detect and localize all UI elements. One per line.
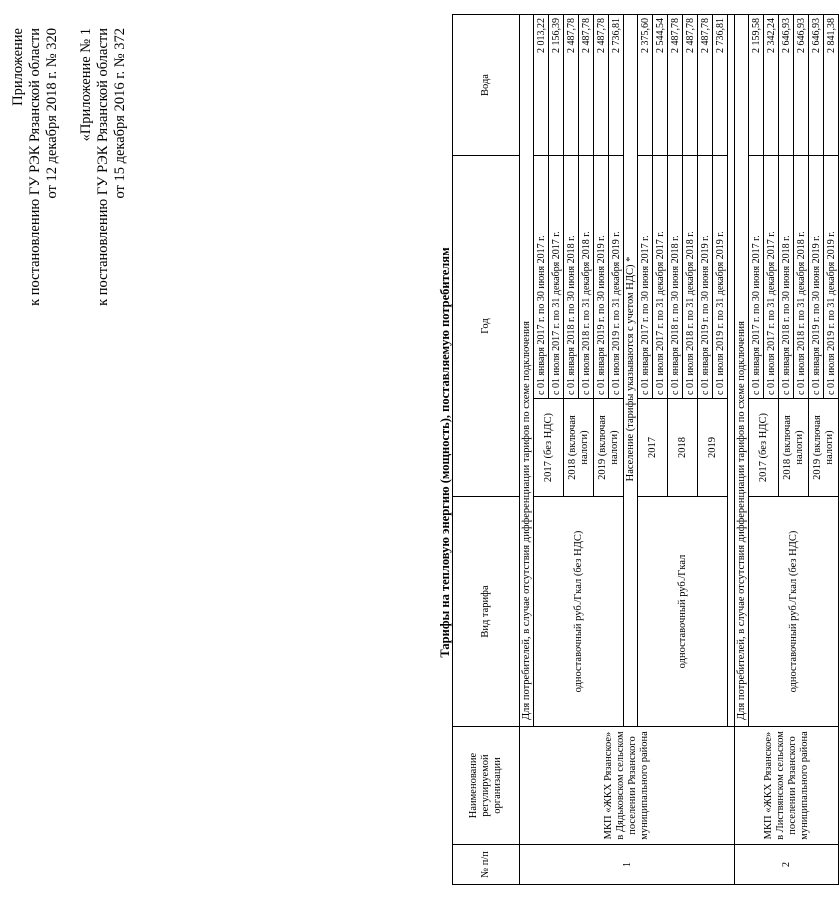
col-header-org: Наименование регулируемой организации [453, 727, 520, 845]
year-cell: 2018 (включая налоги) [779, 399, 809, 497]
period-cell: с 01 июля 2017 г. по 31 декабря 2017 г. [653, 156, 668, 399]
tariff-kind: одноставочный руб./Гкал [638, 497, 728, 727]
year-cell: 2017 [638, 399, 668, 497]
water-value: 2 487,78 [564, 15, 579, 156]
year-cell: 2019 (включая налоги) [594, 399, 624, 497]
period-cell: с 01 июля 2017 г. по 31 декабря 2017 г. [549, 156, 564, 399]
year-cell: 2019 (включая налоги) [809, 399, 839, 497]
period-cell: с 01 января 2019 г. по 30 июня 2019 г. [698, 156, 713, 399]
water-value: 2 487,78 [698, 15, 713, 156]
water-value: 2 487,78 [579, 15, 594, 156]
water-value: 2 342,24 [764, 15, 779, 156]
tariff-table [452, 14, 839, 885]
reference-line: к постановлению ГУ РЭК Рязанской области [95, 28, 111, 306]
water-value: 2 841,38 [824, 15, 839, 156]
col-header-year: Год [453, 156, 520, 497]
water-value: 2 646,93 [779, 15, 794, 156]
year-cell: 2018 (включая налоги) [564, 399, 594, 497]
water-value: 2 646,93 [809, 15, 824, 156]
period-cell: с 01 января 2018 г. по 30 июня 2018 г. [668, 156, 683, 399]
appendix-line: от 12 декабря 2018 г. № 320 [44, 28, 60, 199]
col-header-num: № п/п [453, 845, 520, 885]
period-cell: с 01 июля 2019 г. по 31 декабря 2019 г. [824, 156, 839, 399]
year-cell: 2017 (без НДС) [534, 399, 564, 497]
period-cell: с 01 июля 2018 г. по 31 декабря 2018 г. [794, 156, 809, 399]
water-value: 2 544,54 [653, 15, 668, 156]
water-value: 2 736,81 [713, 15, 728, 156]
organization-name: МКП «ЖКХ Рязанское» в Дядьковском сельском поселении Рязанского муниципального района [520, 727, 735, 845]
reference-line: от 15 декабря 2016 г. № 372 [112, 28, 128, 199]
section-row [520, 15, 534, 885]
document-title: Тарифы на тепловую энергию (мощность), поставляемую потребителям [438, 247, 452, 658]
period-cell: с 01 июля 2017 г. по 31 декабря 2017 г. [764, 156, 779, 399]
section-label: Для потребителей, в случае отсутствия дифференциации тарифов по схеме подключения [520, 15, 534, 727]
period-cell: с 01 января 2017 г. по 30 июня 2017 г. [749, 156, 764, 399]
table-header-row [453, 15, 520, 885]
period-cell: с 01 июля 2018 г. по 31 декабря 2018 г. [683, 156, 698, 399]
year-cell: 2019 [698, 399, 728, 497]
water-value: 2 736,81 [609, 15, 624, 156]
col-header-kind: Вид тарифа [453, 497, 520, 727]
water-value: 2 156,39 [549, 15, 564, 156]
period-cell: с 01 января 2018 г. по 30 июня 2018 г. [564, 156, 579, 399]
period-cell: с 01 июля 2018 г. по 31 декабря 2018 г. [579, 156, 594, 399]
year-cell: 2017 (без НДС) [749, 399, 779, 497]
period-cell: с 01 января 2019 г. по 30 июня 2019 г. [594, 156, 609, 399]
period-cell: с 01 июля 2019 г. по 31 декабря 2019 г. [609, 156, 624, 399]
water-value: 2 159,58 [749, 15, 764, 156]
row-number: 1 [520, 845, 735, 885]
appendix-line: к постановлению ГУ РЭК Рязанской области [27, 28, 43, 306]
water-value: 2 487,78 [683, 15, 698, 156]
water-value: 2 013,22 [534, 15, 549, 156]
reference-line: «Приложение № 1 [78, 28, 94, 142]
appendix-heading [10, 28, 129, 458]
period-cell: с 01 января 2019 г. по 30 июня 2019 г. [809, 156, 824, 399]
period-cell: с 01 января 2017 г. по 30 июня 2017 г. [534, 156, 549, 399]
col-header-water: Вода [453, 15, 520, 156]
water-value: 2 375,60 [638, 15, 653, 156]
section-label: Население (тарифы указываются с учетом НДС) * [624, 15, 638, 727]
water-value: 2 646,93 [794, 15, 809, 156]
organization-name: МКП «ЖКХ Рязанское» в Листвянском сельском поселении Рязанского муниципального района [735, 727, 839, 845]
year-cell: 2018 [668, 399, 698, 497]
section-row [735, 15, 749, 885]
water-value: 2 487,78 [668, 15, 683, 156]
period-cell: с 01 января 2018 г. по 30 июня 2018 г. [779, 156, 794, 399]
water-value: 2 487,78 [594, 15, 609, 156]
period-cell: с 01 января 2017 г. по 30 июня 2017 г. [638, 156, 653, 399]
period-cell: с 01 июля 2019 г. по 31 декабря 2019 г. [713, 156, 728, 399]
tariff-kind: одноставочный руб./Гкал (без НДС) [749, 497, 839, 727]
section-label: Для потребителей, в случае отсутствия дифференциации тарифов по схеме подключения [735, 15, 749, 727]
row-number: 2 [735, 845, 839, 885]
appendix-line: Приложение [10, 28, 26, 106]
tariff-kind: одноставочный руб./Гкал (без НДС) [534, 497, 624, 727]
